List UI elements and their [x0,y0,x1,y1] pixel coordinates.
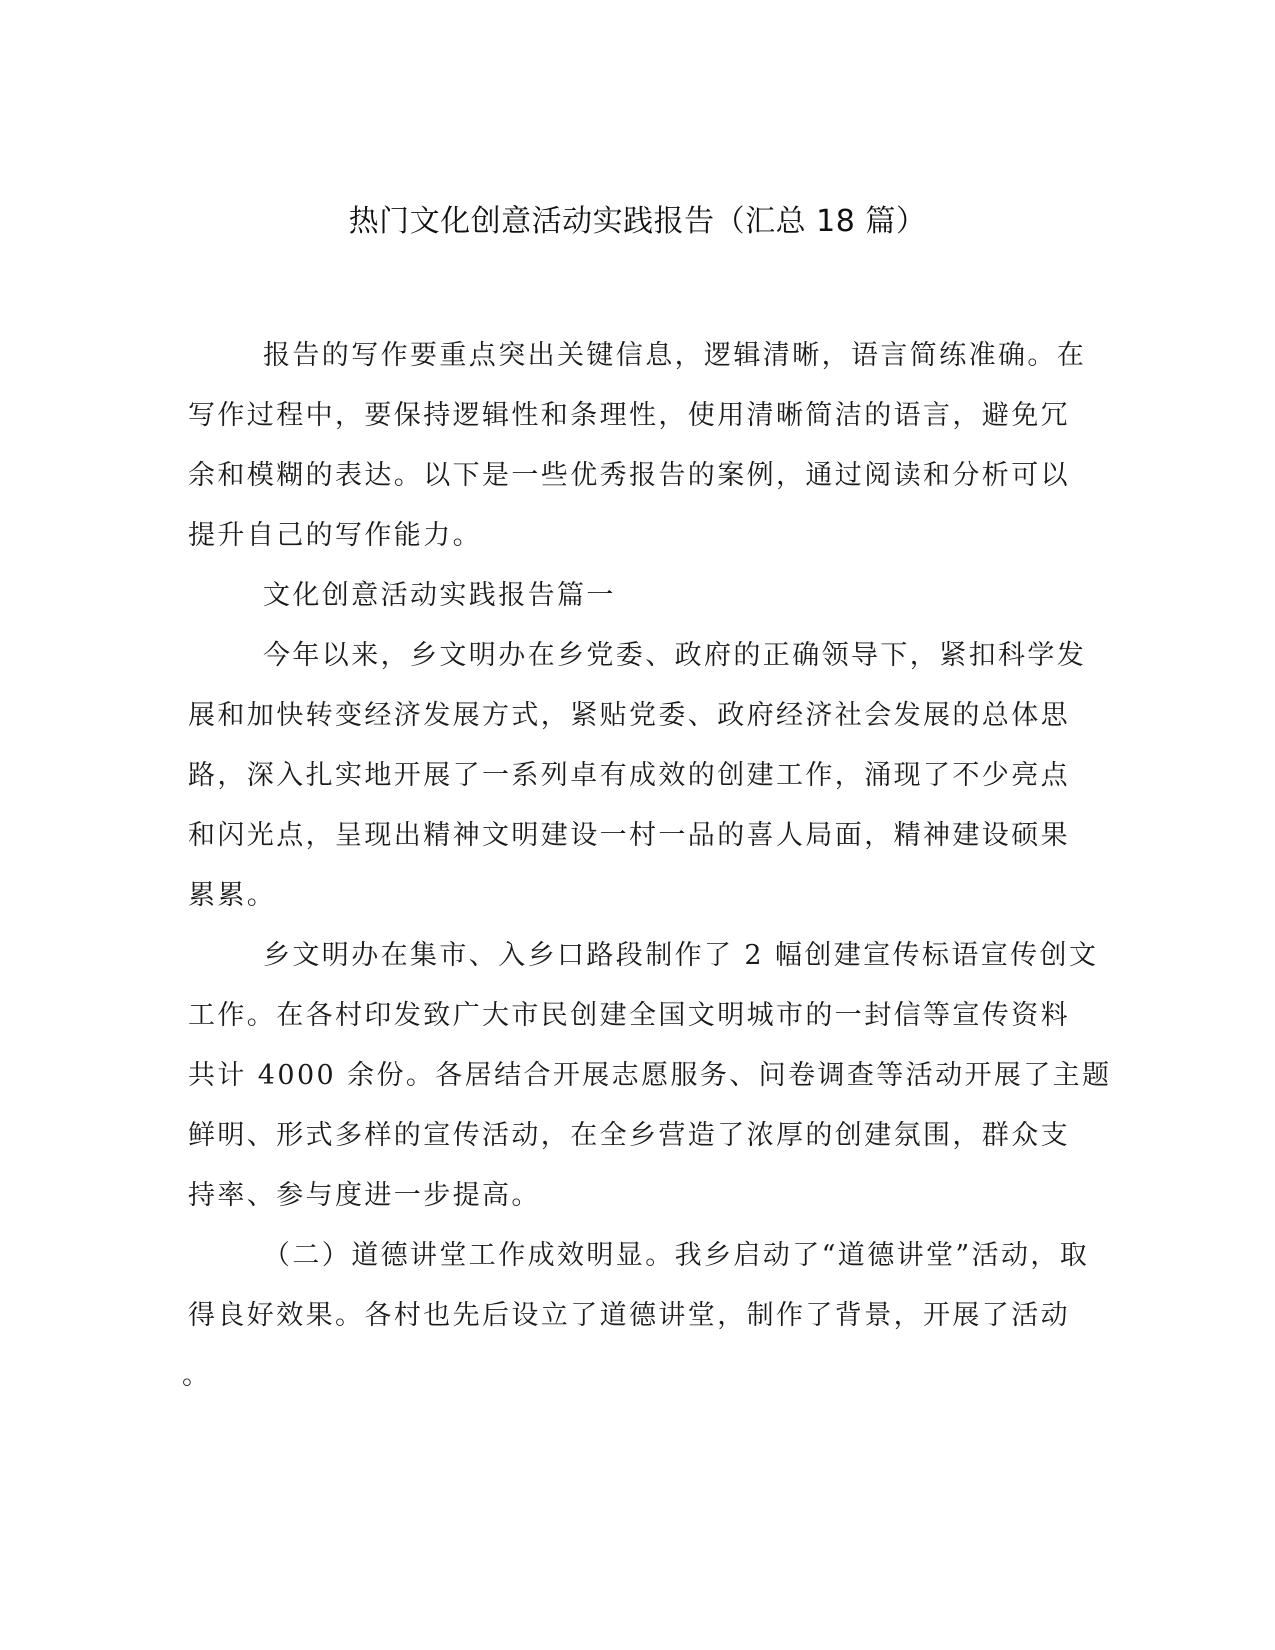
paragraph-line: 持率、参与度进一步提高。 [188,1180,541,1211]
paragraph-line: 累累。 [188,880,277,911]
paragraph-line: 报告的写作要重点突出关键信息，逻辑清晰，语言简练准确。在 [263,340,1087,371]
paragraph-line: 今年以来，乡文明办在乡党委、政府的正确领导下，紧扣科学发 [263,640,1087,671]
paragraph-line: 写作过程中，要保持逻辑性和条理性，使用清晰简洁的语言，避免冗 [188,400,1070,431]
document-title: 热门文化创意活动实践报告（汇总 18 篇） [348,204,927,239]
paragraph-line: 共计 4000 余份。各居结合开展志愿服务、问卷调查等活动开展了主题 [188,1060,1112,1091]
section-heading: 文化创意活动实践报告篇一 [263,580,616,611]
document-body [182,326,1112,1406]
paragraph-line: 工作。在各村印发致广大市民创建全国文明城市的一封信等宣传资料 [188,1000,1070,1031]
paragraph-line: 路，深入扎实地开展了一系列卓有成效的创建工作，涌现了不少亮点 [188,760,1070,791]
paragraph-line: 得良好效果。各村也先后设立了道德讲堂，制作了背景，开展了活动 [188,1300,1070,1331]
paragraph-line: 乡文明办在集市、入乡口路段制作了 2 幅创建宣传标语宣传创文 [263,940,1099,971]
paragraph-line: 。 [182,1360,212,1391]
paragraph-line: 余和模糊的表达。以下是一些优秀报告的案例，通过阅读和分析可以 [188,460,1070,491]
paragraph-line: 提升自己的写作能力。 [188,520,482,551]
paragraph-line: 鲜明、形式多样的宣传活动，在全乡营造了浓厚的创建氛围，群众支 [188,1120,1070,1151]
paragraph-line: （二）道德讲堂工作成效明显。我乡启动了“道德讲堂”活动，取 [263,1240,1090,1271]
paragraph-line: 和闪光点，呈现出精神文明建设一村一品的喜人局面，精神建设硕果 [188,820,1070,851]
paragraph-line: 展和加快转变经济发展方式，紧贴党委、政府经济社会发展的总体思 [188,700,1070,731]
